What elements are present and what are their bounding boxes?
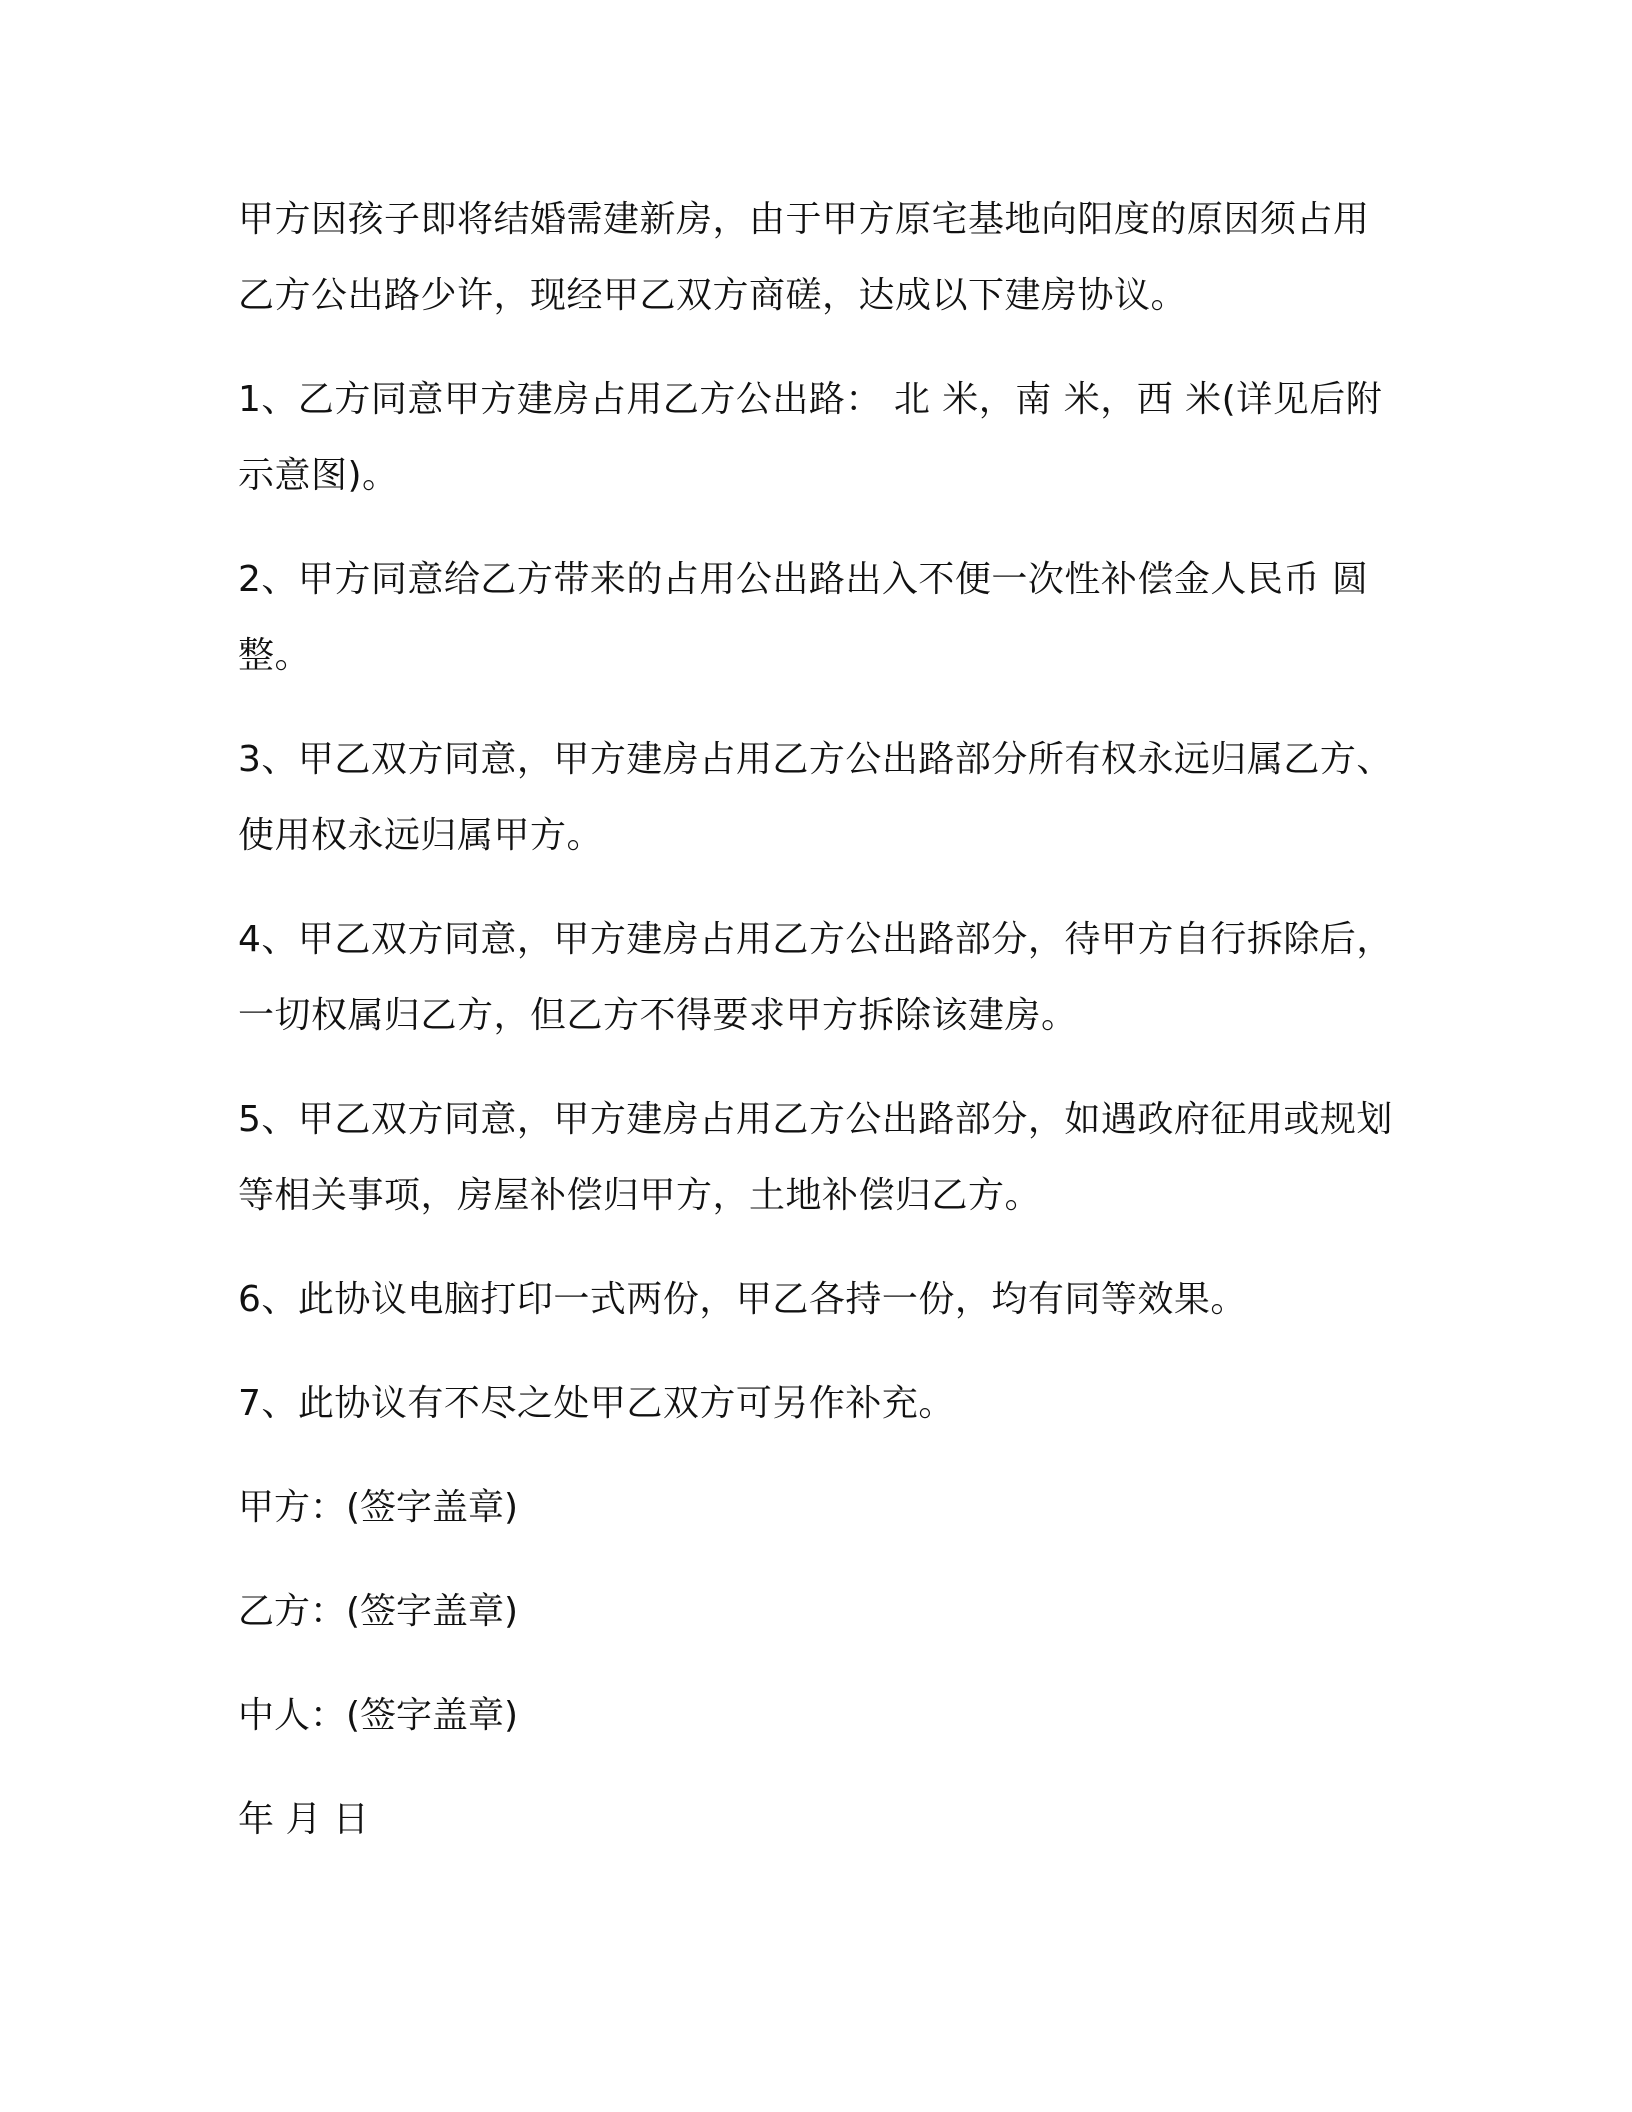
intro-paragraph: 甲方因孩子即将结婚需建新房，由于甲方原宅基地向阳度的原因须占用乙方公出路少许，现经甲乙双方商磋，达成以下建房协议。 bbox=[238, 199, 1370, 316]
date-line: 年 月 日 bbox=[238, 1799, 369, 1840]
middleman-signature: 中人：(签字盖章) bbox=[238, 1695, 519, 1736]
party-b-signature: 乙方：(签字盖章) bbox=[238, 1591, 519, 1632]
document-page bbox=[238, 182, 1398, 1886]
clause-5: 5、甲乙双方同意，甲方建房占用乙方公出路部分，如遇政府征用或规划等相关事项，房屋补偿归甲方，土地补偿归乙方。 bbox=[238, 1099, 1393, 1216]
clause-3: 3、甲乙双方同意，甲方建房占用乙方公出路部分所有权永远归属乙方、使用权永远归属甲方。 bbox=[238, 739, 1393, 856]
clause-7: 7、此协议有不尽之处甲乙双方可另作补充。 bbox=[238, 1383, 955, 1424]
clause-1: 1、乙方同意甲方建房占用乙方公出路： 北 米，南 米，西 米(详见后附示意图)。 bbox=[238, 379, 1383, 496]
clause-6: 6、此协议电脑打印一式两份，甲乙各持一份，均有同等效果。 bbox=[238, 1279, 1247, 1320]
clause-2: 2、甲方同意给乙方带来的占用公出路出入不便一次性补偿金人民币 圆整。 bbox=[238, 559, 1369, 676]
party-a-signature: 甲方：(签字盖章) bbox=[238, 1487, 519, 1528]
clause-4: 4、甲乙双方同意，甲方建房占用乙方公出路部分，待甲方自行拆除后，一切权属归乙方，但乙方不得要求甲方拆除该建房。 bbox=[238, 919, 1393, 1036]
